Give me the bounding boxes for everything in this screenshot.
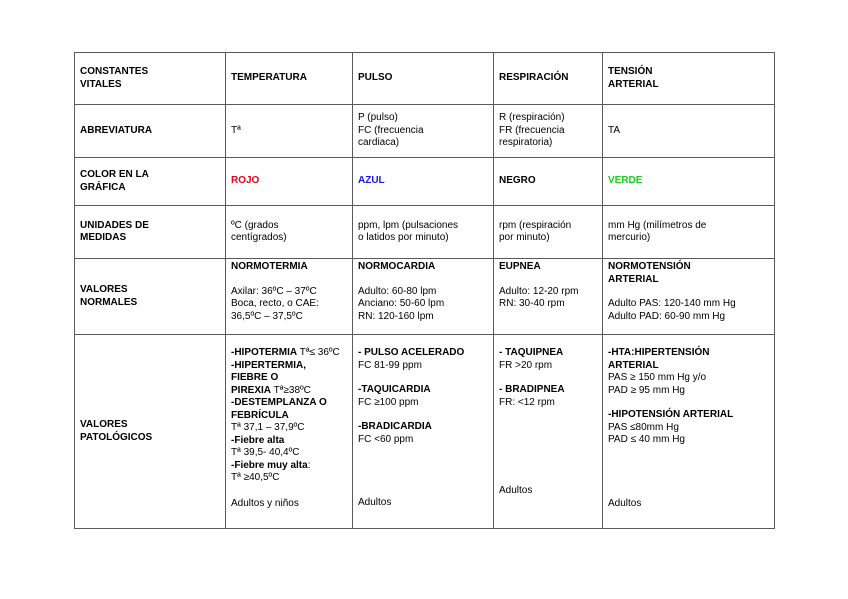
patologicos-pulso: - PULSO ACELERADO FC 81-99 ppm -TAQUICARDIA FC ≥100 ppm -BRADICARDIA FC <60 ppm Adultos — [353, 335, 494, 529]
color-temperatura — [226, 158, 353, 206]
abreviatura-temperatura: Tª — [226, 105, 353, 158]
normales-respiracion: EUPNEA Adulto: 12-20 rpm RN: 30-40 rpm — [494, 259, 603, 335]
color-rojo-text: ROJO — [231, 175, 260, 187]
abreviatura-pulso: P (pulso) FC (frecuencia cardiaca) — [353, 105, 494, 158]
unidades-row — [75, 206, 775, 259]
unidades-tension: mm Hg (milímetros de mercurio) — [603, 206, 775, 259]
abreviatura-respiracion: R (respiración) FR (frecuencia respiratoria) — [494, 105, 603, 158]
color-negro-text: NEGRO — [499, 175, 536, 187]
normales-temperatura: NORMOTERMIA Axilar: 36ºC – 37ºC Boca, recto, o CAE: 36,5ºC – 37,5ºC — [226, 259, 353, 335]
color-verde-text: VERDE — [608, 175, 643, 187]
patologicos-row — [75, 335, 775, 529]
unidades-respiracion: rpm (respiración por minuto) — [494, 206, 603, 259]
normales-tension: NORMOTENSIÓN ARTERIAL Adulto PAS: 120-140 mm Hg Adulto PAD: 60-90 mm Hg — [603, 259, 775, 335]
unidades-pulso: ppm, lpm (pulsaciones o latidos por minuto) — [353, 206, 494, 259]
patologicos-respiracion: - TAQUIPNEA FR >20 rpm - BRADIPNEA FR: <12 rpm Adultos — [494, 335, 603, 529]
header-pulso: PULSO — [353, 53, 494, 105]
color-azul-text: AZUL — [358, 175, 385, 187]
row-label-unidades: UNIDADES DE MEDIDAS — [75, 206, 226, 259]
row-label-normales: VALORES NORMALES — [75, 259, 226, 335]
unidades-temperatura: ºC (grados centígrados) — [226, 206, 353, 259]
patologicos-tension: -HTA:HIPERTENSIÓN ARTERIAL PAS ≥ 150 mm Hg y/o PAD ≥ 95 mm Hg -HIPOTENSIÓN ARTERIAL PAS ≤80mm Hg PAD ≤ 40 mm Hg Adultos — [603, 335, 775, 529]
patologicos-temperatura: -HIPOTERMIA Tª≤ 36ºC -HIPERTERMIA, FIEBRE O PIREXIA Tª≥38ºC -DESTEMPLANZA O FEBRÍCULA Tª 37,1 – 37,9ºC -Fiebre alta Tª 39,5- 40,4ºC -Fiebre muy alta: Tª ≥40,5ºC Adultos y niños — [226, 335, 353, 529]
header-tension-arterial: TENSIÓN ARTERIAL — [603, 53, 775, 105]
header-respiracion: RESPIRACIÓN — [494, 53, 603, 105]
vital-signs-table — [74, 52, 775, 529]
header-temperatura: TEMPERATURA — [226, 53, 353, 105]
header-constantes-vitales: CONSTANTES VITALES — [75, 53, 226, 105]
color-pulso — [353, 158, 494, 206]
normales-row — [75, 259, 775, 335]
row-label-color: COLOR EN LA GRÁFICA — [75, 158, 226, 206]
color-row — [75, 158, 775, 206]
normales-pulso: NORMOCARDIA Adulto: 60-80 lpm Anciano: 50-60 lpm RN: 120-160 lpm — [353, 259, 494, 335]
row-label-patologicos: VALORES PATOLÓGICOS — [75, 335, 226, 529]
header-row — [75, 53, 775, 105]
color-respiracion — [494, 158, 603, 206]
row-label-abreviatura: ABREVIATURA — [75, 105, 226, 158]
abreviatura-tension: TA — [603, 105, 775, 158]
abreviatura-row — [75, 105, 775, 158]
color-tension — [603, 158, 775, 206]
